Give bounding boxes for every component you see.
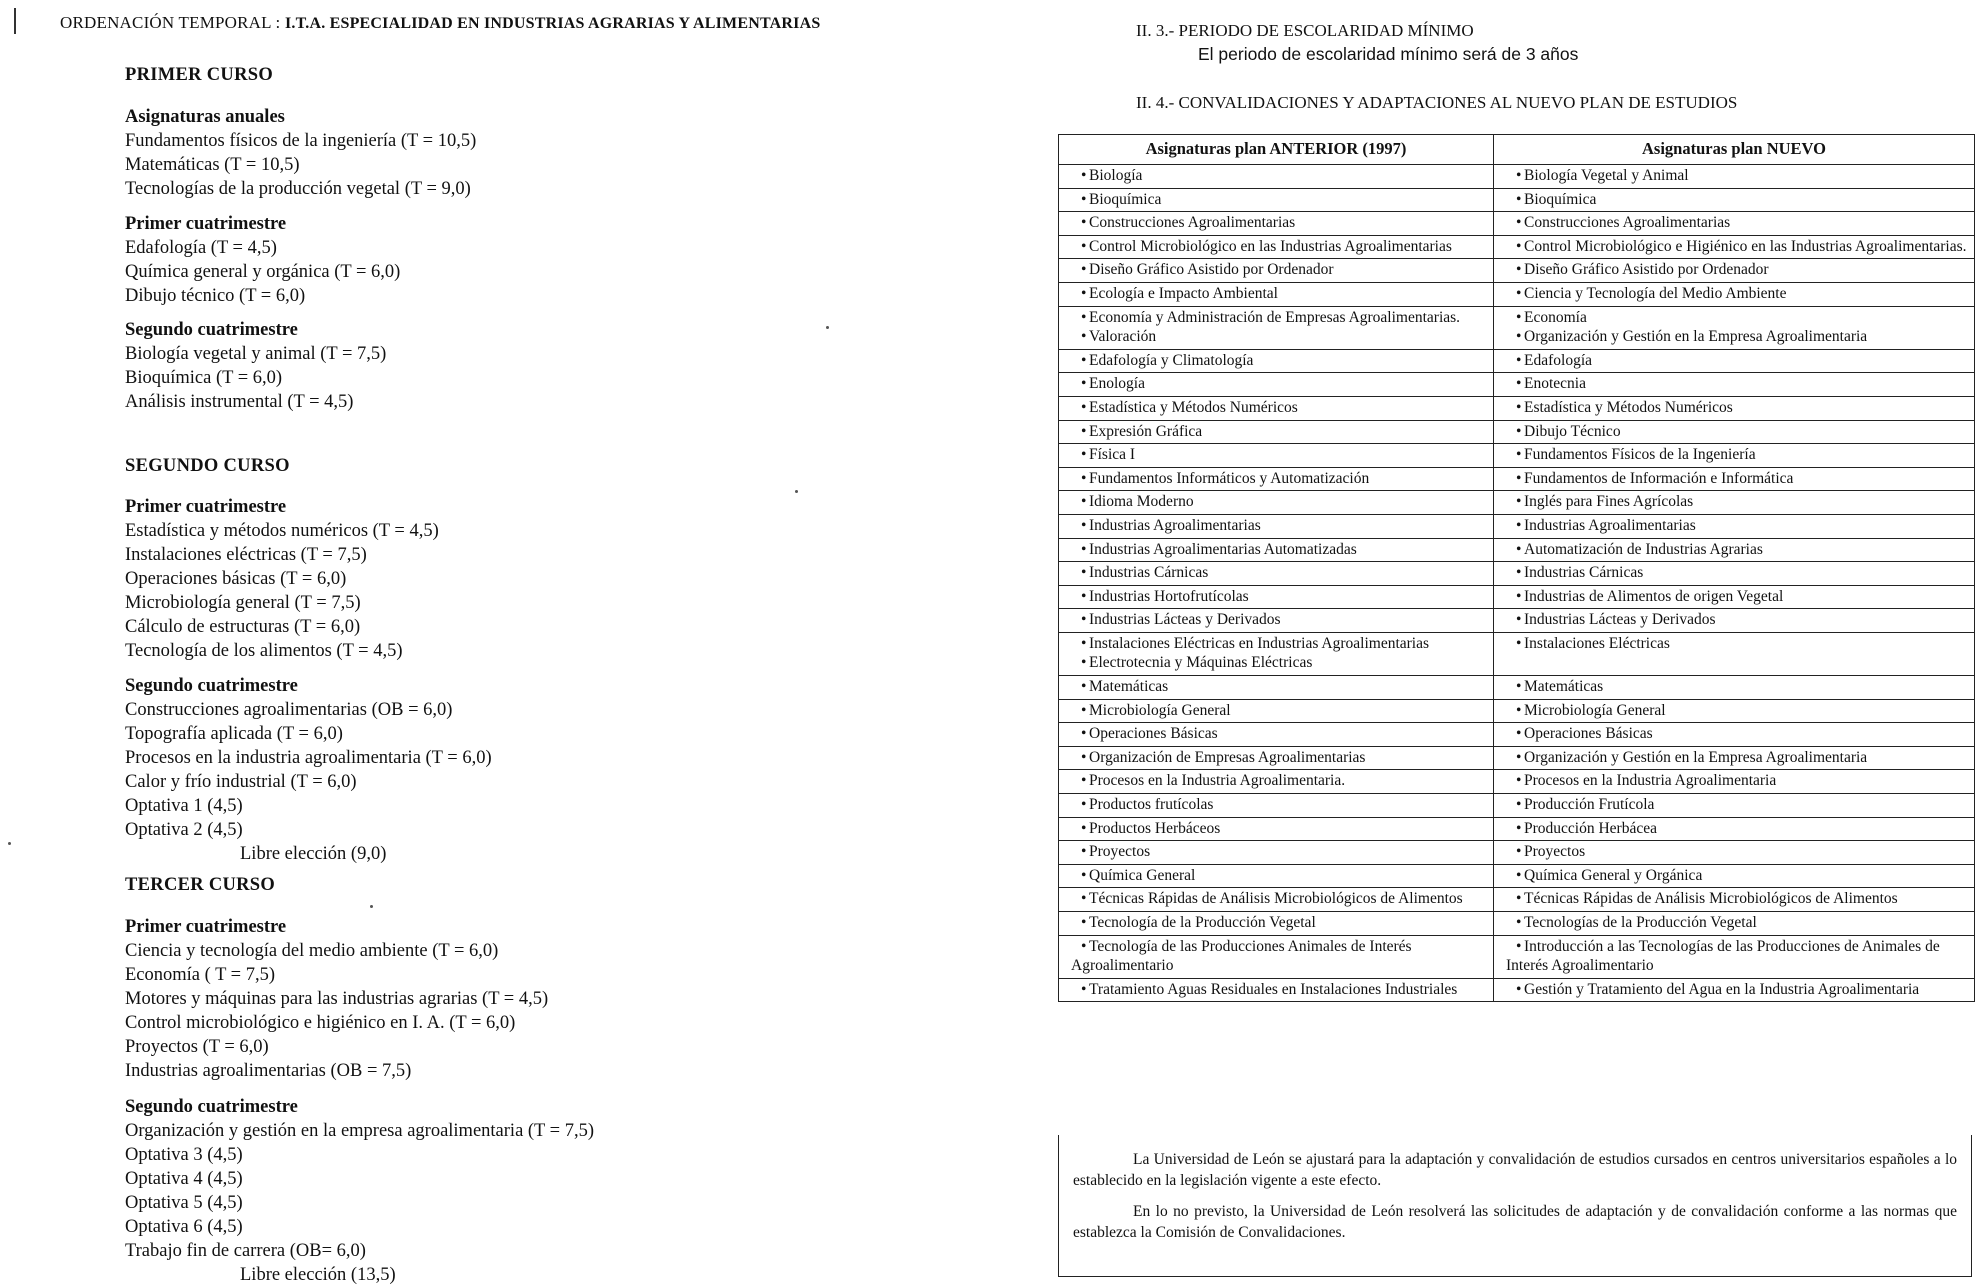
subject-item: • Industrias Agroalimentarias Automatizadas — [1053, 540, 1489, 560]
new-subject-cell — [1494, 467, 1975, 491]
table-row — [1059, 259, 1975, 283]
table-row — [1059, 978, 1975, 1002]
table-row — [1059, 864, 1975, 888]
table-row — [1059, 538, 1975, 562]
subject-item: • Operaciones Básicas — [1053, 724, 1489, 744]
subject-item: • Industrias Agroalimentarias — [1488, 516, 1970, 536]
table-row — [1059, 935, 1975, 978]
subject-line: Cálculo de estructuras (T = 6,0) — [125, 617, 361, 637]
subject-line: Bioquímica (T = 6,0) — [125, 368, 283, 388]
subject-line: Optativa 1 (4,5) — [125, 796, 243, 816]
page-title-degree: I.T.A. ESPECIALIDAD EN INDUSTRIAS AGRARIAS Y ALIMENTARIAS — [284, 15, 821, 32]
table-row — [1059, 467, 1975, 491]
course-1-title: PRIMER CURSO — [125, 65, 274, 85]
subject-item: • Construcciones Agroalimentarias — [1053, 213, 1489, 233]
subject-item: • Control Microbiológico e Higiénico en las Industrias Agroalimentarias. — [1488, 237, 1970, 257]
subject-item: • Instalaciones Eléctricas — [1488, 634, 1970, 654]
new-subject-cell — [1494, 699, 1975, 723]
new-subject-cell — [1494, 396, 1975, 420]
subject-line: Química general y orgánica (T = 6,0) — [125, 262, 401, 282]
new-subject-cell — [1494, 817, 1975, 841]
table-row — [1059, 212, 1975, 236]
subject-item: • Enotecnia — [1488, 374, 1970, 394]
course-1-annual — [125, 105, 476, 201]
old-subject-cell — [1059, 562, 1494, 586]
subject-item: • Instalaciones Eléctricas en Industrias Agroalimentarias — [1053, 634, 1489, 654]
subject-item: • Industrias de Alimentos de origen Vegetal — [1488, 587, 1970, 607]
new-subject-cell — [1494, 538, 1975, 562]
table-row — [1059, 420, 1975, 444]
subject-item: • Tecnología de la Producción Vegetal — [1053, 913, 1489, 933]
new-subject-cell — [1494, 746, 1975, 770]
subject-item: • Estadística y Métodos Numéricos — [1053, 398, 1489, 418]
new-subject-cell — [1494, 444, 1975, 468]
subject-line: Organización y gestión en la empresa agroalimentaria (T = 7,5) — [125, 1121, 594, 1141]
new-subject-cell — [1494, 888, 1975, 912]
subject-item: • Industrias Cárnicas — [1053, 563, 1489, 583]
table-row — [1059, 349, 1975, 373]
subject-line: Control microbiológico e higiénico en I. A. (T = 6,0) — [125, 1013, 516, 1033]
subject-item: • Inglés para Fines Agrícolas — [1488, 492, 1970, 512]
subject-line: Instalaciones eléctricas (T = 7,5) — [125, 545, 367, 565]
old-subject-cell — [1059, 978, 1494, 1002]
old-subject-cell — [1059, 585, 1494, 609]
table-row — [1059, 165, 1975, 189]
subject-line: Dibujo técnico (T = 6,0) — [125, 286, 306, 306]
old-subject-cell — [1059, 841, 1494, 865]
old-subject-cell — [1059, 770, 1494, 794]
subject-item: • Matemáticas — [1488, 677, 1970, 697]
table-row — [1059, 188, 1975, 212]
block-heading: Primer cuatrimestre — [125, 497, 287, 517]
new-subject-cell — [1494, 562, 1975, 586]
old-subject-cell — [1059, 888, 1494, 912]
subject-item: • Proyectos — [1488, 842, 1970, 862]
table-row — [1059, 514, 1975, 538]
subject-item: • Química General — [1053, 866, 1489, 886]
old-subject-cell — [1059, 373, 1494, 397]
new-subject-cell — [1494, 609, 1975, 633]
subject-line: Calor y frío industrial (T = 6,0) — [125, 772, 357, 792]
subject-line: Procesos en la industria agroalimentaria (T = 6,0) — [125, 748, 492, 768]
subject-item: • Industrias Agroalimentarias — [1053, 516, 1489, 536]
table-row — [1059, 396, 1975, 420]
table-row — [1059, 770, 1975, 794]
new-subject-cell — [1494, 373, 1975, 397]
old-subject-cell — [1059, 491, 1494, 515]
block-heading: Segundo cuatrimestre — [125, 320, 298, 340]
subject-item: • Producción Frutícola — [1488, 795, 1970, 815]
subject-item: • Edafología — [1488, 351, 1970, 371]
convalidation-table — [1058, 134, 1975, 1002]
subject-item: • Procesos en la Industria Agroalimentaria — [1488, 771, 1970, 791]
left-margin-mark — [14, 8, 16, 34]
new-subject-cell — [1494, 165, 1975, 189]
course-2-title: SEGUNDO CURSO — [125, 456, 290, 476]
new-subject-cell — [1494, 912, 1975, 936]
new-subject-cell — [1494, 978, 1975, 1002]
subject-item: • Técnicas Rápidas de Análisis Microbiológicos de Alimentos — [1053, 889, 1489, 909]
course-3-title: TERCER CURSO — [125, 875, 276, 895]
table-row — [1059, 888, 1975, 912]
old-subject-cell — [1059, 420, 1494, 444]
subject-item: • Productos frutícolas — [1053, 795, 1489, 815]
block-heading: Asignaturas anuales — [125, 107, 285, 127]
subject-item: • Economía — [1488, 308, 1970, 328]
subject-line: Optativa 2 (4,5) — [125, 820, 243, 840]
subject-line: Topografía aplicada (T = 6,0) — [125, 724, 343, 744]
subject-item: • Bioquímica — [1488, 190, 1970, 210]
section-4-title: II. 4.- CONVALIDACIONES Y ADAPTACIONES AL NUEVO PLAN DE ESTUDIOS — [1136, 93, 1738, 112]
subject-item: • Tratamiento Aguas Residuales en Instalaciones Industriales — [1053, 980, 1489, 1000]
new-subject-cell — [1494, 188, 1975, 212]
scan-speck — [795, 490, 798, 493]
subject-item: • Microbiología General — [1053, 701, 1489, 721]
table-row — [1059, 817, 1975, 841]
new-subject-cell — [1494, 282, 1975, 306]
page-title-prefix: ORDENACIÓN TEMPORAL : — [60, 13, 285, 32]
subject-item: • Organización y Gestión en la Empresa Agroalimentaria — [1488, 327, 1970, 347]
subject-item: • Industrias Lácteas y Derivados — [1488, 610, 1970, 630]
subject-item: • Fundamentos Físicos de la Ingeniería — [1488, 445, 1970, 465]
subject-item: • Enología — [1053, 374, 1489, 394]
old-subject-cell — [1059, 188, 1494, 212]
footnote-paragraph-1: La Universidad de León se ajustará para la adaptación y convalidación de estudios cursados en centros universitarios españoles a lo establecido en la legislación vigente a este efecto. — [1073, 1151, 1957, 1189]
course-1-sem-1 — [125, 212, 400, 308]
course-2-sem-2 — [125, 674, 492, 866]
subject-item: • Gestión y Tratamiento del Agua en la Industria Agroalimentaria — [1488, 980, 1970, 1000]
subject-item: • Valoración — [1053, 327, 1489, 347]
subject-line: Optativa 4 (4,5) — [125, 1169, 243, 1189]
subject-item: • Industrias Hortofrutícolas — [1053, 587, 1489, 607]
old-subject-cell — [1059, 259, 1494, 283]
subject-line: Biología vegetal y animal (T = 7,5) — [125, 344, 387, 364]
column-header-new-plan: Asignaturas plan NUEVO — [1494, 135, 1975, 165]
old-subject-cell — [1059, 467, 1494, 491]
section-3-text: El periodo de escolaridad mínimo será de 3 años — [1198, 44, 1579, 64]
new-subject-cell — [1494, 770, 1975, 794]
section-3-title: II. 3.- PERIODO DE ESCOLARIDAD MÍNIMO — [1136, 21, 1474, 40]
new-subject-cell — [1494, 864, 1975, 888]
old-subject-cell — [1059, 935, 1494, 978]
new-subject-cell — [1494, 723, 1975, 747]
new-subject-cell — [1494, 349, 1975, 373]
old-subject-cell — [1059, 723, 1494, 747]
page-title — [60, 13, 820, 33]
subject-item: • Organización de Empresas Agroalimentarias — [1053, 748, 1489, 768]
table-row — [1059, 794, 1975, 818]
new-subject-cell — [1494, 632, 1975, 675]
new-subject-cell — [1494, 212, 1975, 236]
subject-item: • Bioquímica — [1053, 190, 1489, 210]
subject-line: Matemáticas (T = 10,5) — [125, 155, 300, 175]
subject-item: • Idioma Moderno — [1053, 492, 1489, 512]
table-row — [1059, 912, 1975, 936]
old-subject-cell — [1059, 165, 1494, 189]
column-header-old-plan: Asignaturas plan ANTERIOR (1997) — [1059, 135, 1494, 165]
old-subject-cell — [1059, 514, 1494, 538]
subject-line: Fundamentos físicos de la ingeniería (T = 10,5) — [125, 131, 477, 151]
block-heading: Segundo cuatrimestre — [125, 1097, 298, 1117]
subject-line: Análisis instrumental (T = 4,5) — [125, 392, 354, 412]
subject-line: Optativa 3 (4,5) — [125, 1145, 243, 1165]
old-subject-cell — [1059, 306, 1494, 349]
subject-line: Ciencia y tecnología del medio ambiente (T = 6,0) — [125, 941, 499, 961]
table-row — [1059, 609, 1975, 633]
subject-item: • Industrias Cárnicas — [1488, 563, 1970, 583]
subject-line: Tecnologías de la producción vegetal (T = 9,0) — [125, 179, 471, 199]
scan-speck — [8, 842, 11, 845]
subject-item: • Productos Herbáceos — [1053, 819, 1489, 839]
new-subject-cell — [1494, 259, 1975, 283]
new-subject-cell — [1494, 514, 1975, 538]
subject-item: • Organización y Gestión en la Empresa Agroalimentaria — [1488, 748, 1970, 768]
subject-item: • Ecología e Impacto Ambiental — [1053, 284, 1489, 304]
subject-item: • Automatización de Industrias Agrarias — [1488, 540, 1970, 560]
new-subject-cell — [1494, 491, 1975, 515]
subject-item: • Estadística y Métodos Numéricos — [1488, 398, 1970, 418]
block-heading: Primer cuatrimestre — [125, 917, 287, 937]
new-subject-cell — [1494, 585, 1975, 609]
old-subject-cell — [1059, 864, 1494, 888]
footnote-paragraph-2: En lo no previsto, la Universidad de León resolverá las solicitudes de adaptación y de convalidación conforme a las normas que establezca la Comisión de Convalidaciones. — [1073, 1203, 1957, 1241]
subject-item: • Diseño Gráfico Asistido por Ordenador — [1053, 260, 1489, 280]
subject-item: • Expresión Gráfica — [1053, 422, 1489, 442]
old-subject-cell — [1059, 396, 1494, 420]
new-subject-cell — [1494, 935, 1975, 978]
table-row — [1059, 235, 1975, 259]
subject-item: • Técnicas Rápidas de Análisis Microbiológicos de Alimentos — [1488, 889, 1970, 909]
subject-line: Edafología (T = 4,5) — [125, 238, 277, 258]
scan-speck — [370, 905, 373, 908]
subject-item: • Biología — [1053, 166, 1489, 186]
table-row — [1059, 699, 1975, 723]
subject-item: • Construcciones Agroalimentarias — [1488, 213, 1970, 233]
table-footnote — [1058, 1135, 1972, 1277]
subject-line: Microbiología general (T = 7,5) — [125, 593, 361, 613]
subject-line: Economía ( T = 7,5) — [125, 965, 276, 985]
old-subject-cell — [1059, 699, 1494, 723]
subject-item: • Tecnología de las Producciones Animales de Interés Agroalimentario — [1053, 937, 1489, 976]
table-row — [1059, 676, 1975, 700]
course-1-sem-2 — [125, 318, 386, 414]
subject-item: • Industrias Lácteas y Derivados — [1053, 610, 1489, 630]
subject-item: • Física I — [1053, 445, 1489, 465]
new-subject-cell — [1494, 235, 1975, 259]
table-row — [1059, 723, 1975, 747]
subject-item: • Ciencia y Tecnología del Medio Ambiente — [1488, 284, 1970, 304]
convalidation-table-body — [1059, 165, 1975, 1002]
old-subject-cell — [1059, 444, 1494, 468]
subject-item: • Fundamentos de Información e Informática — [1488, 469, 1970, 489]
table-row — [1059, 306, 1975, 349]
table-row — [1059, 373, 1975, 397]
subject-item: • Matemáticas — [1053, 677, 1489, 697]
new-subject-cell — [1494, 794, 1975, 818]
block-heading: Segundo cuatrimestre — [125, 676, 298, 696]
old-subject-cell — [1059, 609, 1494, 633]
new-subject-cell — [1494, 420, 1975, 444]
subject-item: • Control Microbiológico en las Industrias Agroalimentarias — [1053, 237, 1489, 257]
subject-item: • Proyectos — [1053, 842, 1489, 862]
subject-item: • Procesos en la Industria Agroalimentaria. — [1053, 771, 1489, 791]
table-row — [1059, 585, 1975, 609]
subject-line: Optativa 6 (4,5) — [125, 1217, 243, 1237]
subject-item: • Economía y Administración de Empresas Agroalimentarias. — [1053, 308, 1489, 328]
subject-item: • Química General y Orgánica — [1488, 866, 1970, 886]
old-subject-cell — [1059, 235, 1494, 259]
table-row — [1059, 282, 1975, 306]
old-subject-cell — [1059, 349, 1494, 373]
subject-line: Trabajo fin de carrera (OB= 6,0) — [125, 1241, 366, 1261]
table-row — [1059, 562, 1975, 586]
free-choice-credits: Libre elección (9,0) — [240, 844, 387, 864]
subject-item: • Electrotecnia y Máquinas Eléctricas — [1053, 653, 1489, 673]
table-header-row — [1059, 135, 1975, 165]
old-subject-cell — [1059, 676, 1494, 700]
subject-item: • Producción Herbácea — [1488, 819, 1970, 839]
old-subject-cell — [1059, 746, 1494, 770]
table-row — [1059, 841, 1975, 865]
subject-item: • Operaciones Básicas — [1488, 724, 1970, 744]
subject-item: • Diseño Gráfico Asistido por Ordenador — [1488, 260, 1970, 280]
old-subject-cell — [1059, 817, 1494, 841]
scan-speck — [826, 326, 829, 329]
subject-line: Optativa 5 (4,5) — [125, 1193, 243, 1213]
old-subject-cell — [1059, 282, 1494, 306]
subject-line: Tecnología de los alimentos (T = 4,5) — [125, 641, 403, 661]
old-subject-cell — [1059, 912, 1494, 936]
new-subject-cell — [1494, 841, 1975, 865]
subject-line: Proyectos (T = 6,0) — [125, 1037, 269, 1057]
subject-item: • Microbiología General — [1488, 701, 1970, 721]
new-subject-cell — [1494, 676, 1975, 700]
old-subject-cell — [1059, 632, 1494, 675]
table-row — [1059, 444, 1975, 468]
table-row — [1059, 491, 1975, 515]
subject-item: • Dibujo Técnico — [1488, 422, 1970, 442]
course-2-sem-1 — [125, 495, 439, 663]
subject-item: • Fundamentos Informáticos y Automatización — [1053, 469, 1489, 489]
subject-item: • Introducción a las Tecnologías de las Producciones de Animales de Interés Agroalimentario — [1488, 937, 1970, 976]
new-subject-cell — [1494, 306, 1975, 349]
subject-line: Industrias agroalimentarias (OB = 7,5) — [125, 1061, 412, 1081]
subject-item: • Biología Vegetal y Animal — [1488, 166, 1970, 186]
old-subject-cell — [1059, 794, 1494, 818]
subject-line: Construcciones agroalimentarias (OB = 6,0) — [125, 700, 453, 720]
subject-line: Operaciones básicas (T = 6,0) — [125, 569, 347, 589]
subject-line: Estadística y métodos numéricos (T = 4,5) — [125, 521, 439, 541]
table-row — [1059, 746, 1975, 770]
subject-item: • Edafología y Climatología — [1053, 351, 1489, 371]
table-row — [1059, 632, 1975, 675]
free-choice-credits: Libre elección (13,5) — [240, 1265, 396, 1285]
course-3-sem-1 — [125, 915, 548, 1083]
course-3-sem-2 — [125, 1095, 594, 1287]
subject-line: Motores y máquinas para las industrias agrarias (T = 4,5) — [125, 989, 549, 1009]
old-subject-cell — [1059, 212, 1494, 236]
block-heading: Primer cuatrimestre — [125, 214, 287, 234]
subject-item: • Tecnologías de la Producción Vegetal — [1488, 913, 1970, 933]
old-subject-cell — [1059, 538, 1494, 562]
